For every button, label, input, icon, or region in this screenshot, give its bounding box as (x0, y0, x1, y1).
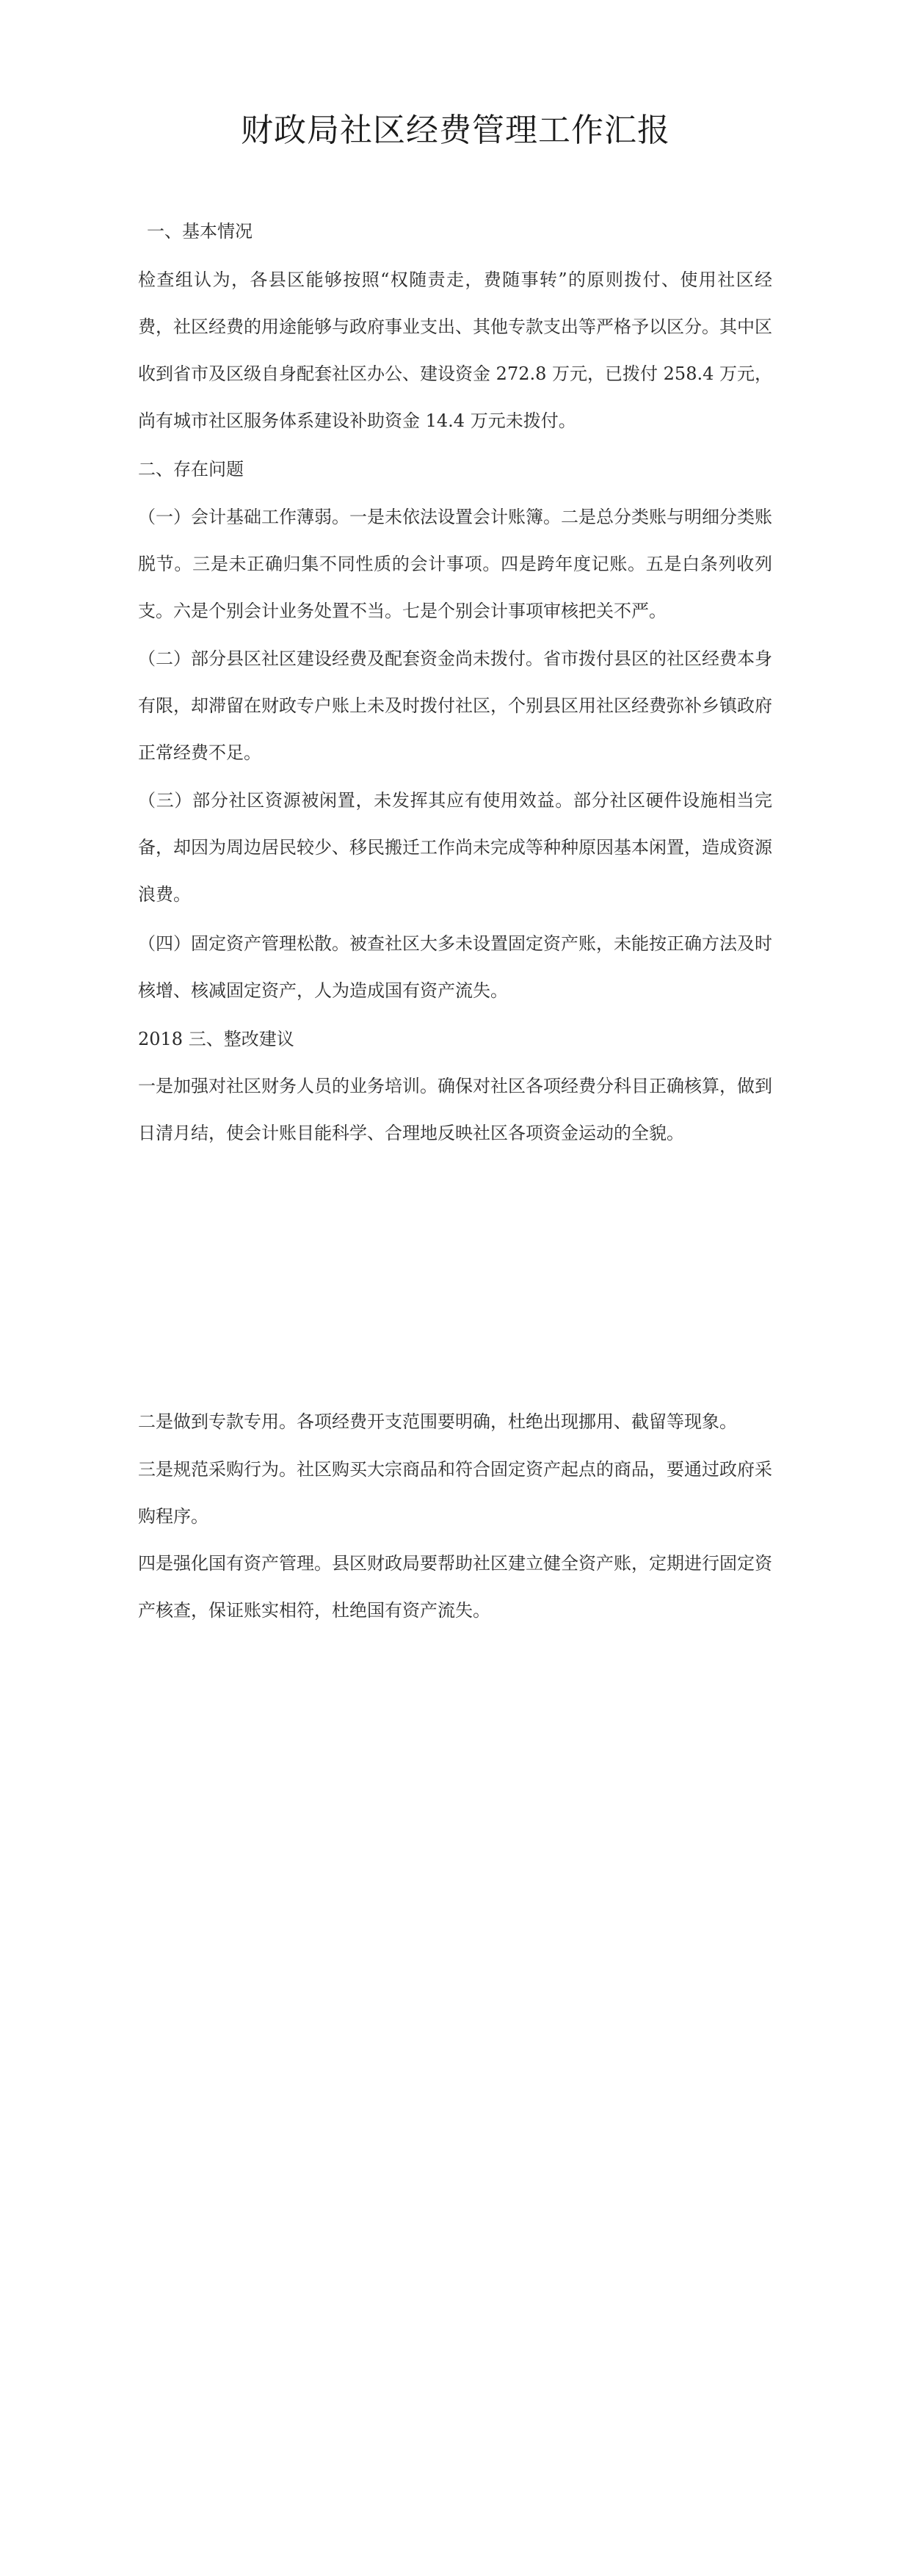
section-heading-problems: 二、存在问题 (138, 459, 244, 480)
document-title: 财政局社区经费管理工作汇报 (241, 112, 670, 149)
section-heading-suggestions: 2018 三、整改建议 (138, 1029, 294, 1049)
paragraph-suggestion-3: 三是规范采购行为。社区购买大宗商品和符合固定资产起点的商品，要通过政府采购程序。 (138, 1459, 772, 1527)
paragraph-suggestion-1: 一是加强对社区财务人员的业务培训。确保对社区各项经费分科目正确核算，做到日清月结，使会计账目能科学、合理地反映社区各项资金运动的全貌。 (138, 1076, 772, 1143)
paragraph-problem-1: （一）会计基础工作薄弱。一是未依法设置会计账簿。二是总分类账与明细分类账脱节。三是未正确归集不同性质的会计事项。四是跨年度记账。五是白条列收列支。六是个别会计业务处置不当。七是个别会计事项审核把关不严。 (138, 507, 772, 621)
paragraph-problem-3: （三）部分社区资源被闲置，未发挥其应有使用效益。部分社区硬件设施相当完备，却因为周边居民较少、移民搬迁工作尚未完成等种种原因基本闲置，造成资源浪费。 (138, 790, 772, 905)
paragraph-problem-4: （四）固定资产管理松散。被查社区大多未设置固定资产账，未能按正确方法及时核增、核减固定资产，人为造成国有资产流失。 (138, 933, 772, 1001)
paragraph-basic: 检查组认为，各县区能够按照“权随责走，费随事转”的原则拨付、使用社区经费，社区经费的用途能够与政府事业支出、其他专款支出等严格予以区分。其中区收到省市及区级自身配套社区办公、建设资金 272.8 万元，已拨付 258.4 万元，尚有城市社区服务体系建设补助资金 14.4 万元未拨付。 (138, 269, 772, 431)
paragraph-problem-2: （二）部分县区社区建设经费及配套资金尚未拨付。省市拨付县区的社区经费本身有限，却滞留在财政专户账上未及时拨付社区，个别县区用社区经费弥补乡镇政府正常经费不足。 (138, 648, 772, 763)
section-heading-basic: 一、基本情况 (147, 221, 253, 242)
paragraph-suggestion-2: 二是做到专款专用。各项经费开支范围要明确，杜绝出现挪用、截留等现象。 (138, 1411, 737, 1432)
paragraph-suggestion-4: 四是强化国有资产管理。县区财政局要帮助社区建立健全资产账，定期进行固定资产核查，保证账实相符，杜绝国有资产流失。 (138, 1553, 772, 1621)
